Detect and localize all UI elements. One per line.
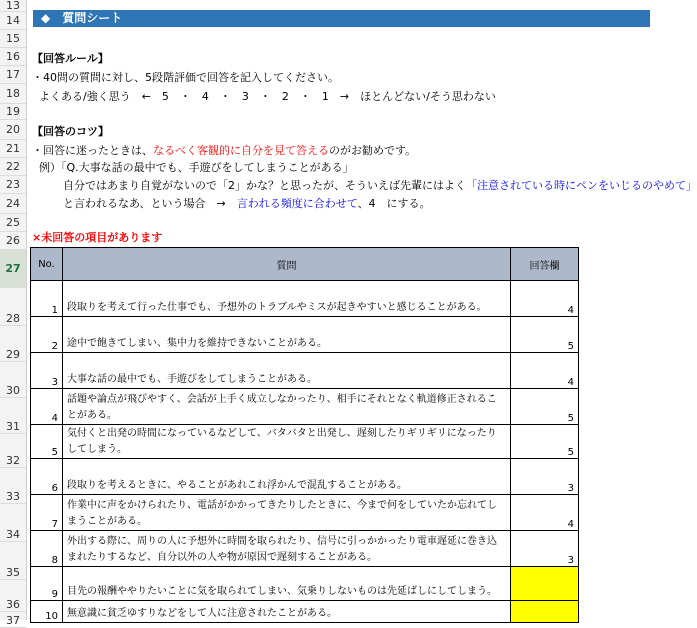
sheet-title: ◆ 質問シート — [41, 11, 123, 25]
row-header[interactable]: 21 — [0, 140, 26, 158]
header-answer: 回答欄 — [511, 248, 579, 281]
row-header[interactable]: 25 — [0, 214, 26, 232]
tips-line-1-post: のがお勧めです。 — [329, 144, 417, 157]
tips-line-4 — [63, 196, 431, 211]
tips-line-3 — [63, 178, 697, 193]
tips-line-1-emphasis: なるべく客観的に自分を見て答える — [153, 144, 329, 157]
table-row — [31, 567, 579, 601]
question-number: 4 — [31, 389, 63, 425]
row-header[interactable]: 28 — [0, 288, 26, 326]
question-number: 2 — [31, 317, 63, 353]
question-number: 6 — [31, 459, 63, 495]
row-header[interactable]: 34 — [0, 504, 26, 542]
row-header[interactable]: 31 — [0, 398, 26, 434]
header-no: No. — [31, 248, 63, 281]
answer-cell[interactable]: 4 — [511, 353, 579, 389]
table-row — [31, 459, 579, 495]
answer-cell[interactable]: 5 — [511, 425, 579, 459]
sheet-title-bar — [33, 10, 650, 27]
answer-cell[interactable] — [511, 567, 579, 601]
table-row — [31, 317, 579, 353]
tips-line-4-emphasis: 言われる頻度に合わせて — [236, 197, 358, 210]
tips-line-1 — [32, 143, 416, 158]
row-header[interactable]: 15 — [0, 30, 26, 48]
row-headers — [0, 0, 27, 627]
table-row — [31, 353, 579, 389]
question-text: 話題や論点が飛びやすく、会話が上手く成立しなかったり、相手にそれとなく軌道修正されることがある。 — [63, 389, 511, 425]
row-header[interactable]: 37 — [0, 612, 26, 628]
row-header[interactable]: 17 — [0, 66, 26, 84]
row-header[interactable]: 26 — [0, 232, 26, 250]
row-header[interactable]: 32 — [0, 434, 26, 468]
table-row — [31, 531, 579, 567]
question-number: 5 — [31, 425, 63, 459]
example-prefix: 例） — [39, 161, 61, 174]
answer-cell[interactable]: 4 — [511, 281, 579, 317]
tips-heading: 【回答のコツ】 — [32, 125, 109, 138]
table-row — [31, 281, 579, 317]
row-header[interactable]: 33 — [0, 468, 26, 504]
answer-cell[interactable]: 5 — [511, 389, 579, 425]
tips-line-3-emphasis: 「注意されている時にペンをいじるのやめて」 — [466, 179, 697, 192]
unanswered-warning: ×未回答の項目があります — [32, 231, 163, 244]
row-header[interactable]: 29 — [0, 326, 26, 362]
rules-line-1: ・40問の質問に対し、5段階評価で回答を記入してください。 — [32, 71, 339, 84]
question-number: 7 — [31, 495, 63, 531]
question-number: 1 — [31, 281, 63, 317]
question-text: 無意識に貧乏ゆすりなどをして人に注意されたことがある。 — [63, 601, 511, 623]
row-header[interactable]: 18 — [0, 84, 26, 104]
question-text: 目先の報酬ややりたいことに気を取られてしまい、気乗りしないものは先延ばしにしてしまう。 — [63, 567, 511, 601]
row-header[interactable]: 24 — [0, 194, 26, 214]
question-number: 3 — [31, 353, 63, 389]
table-row — [31, 495, 579, 531]
rules-line-2: よくある/強く思う ← 5 ・ 4 ・ 3 ・ 2 ・ 1 → ほとんどない/そう思わない — [39, 90, 496, 103]
row-header[interactable]: 13 — [0, 0, 26, 12]
table-row — [31, 601, 579, 623]
tips-line-4-post: 、4 にする。 — [357, 197, 431, 210]
question-number: 10 — [31, 601, 63, 623]
row-header[interactable]: 35 — [0, 542, 26, 580]
table-row — [31, 425, 579, 459]
tips-example — [39, 160, 354, 175]
answer-cell[interactable]: 3 — [511, 531, 579, 567]
answer-cell[interactable]: 5 — [511, 317, 579, 353]
row-header[interactable]: 20 — [0, 120, 26, 140]
question-text: 段取りを考えるときに、やることがあれこれ浮かんで混乱することがある。 — [63, 459, 511, 495]
question-text: 気付くと出発の時間になっているなどして、バタバタと出発し、遅刻したりギリギリになったりしてしまう。 — [63, 425, 511, 459]
sheet-area — [27, 0, 697, 622]
tips-line-3-pre: 自分ではあまり自覚がないので「2」かな？と思ったが、そういえば先輩にはよく — [63, 179, 466, 192]
table-header-row — [31, 248, 579, 281]
header-question: 質問 — [63, 248, 511, 281]
example-quote: 「Q.大事な話の最中でも、手遊びをしてしまうことがある」 — [61, 161, 354, 174]
question-table — [30, 247, 579, 623]
table-row — [31, 389, 579, 425]
row-header[interactable]: 14 — [0, 12, 26, 30]
row-header[interactable]: 22 — [0, 158, 26, 176]
question-text: 外出する際に、周りの人に予想外に時間を取られたり、信号に引っかかったり電車遅延に巻き込まれたりするなど、自分以外の人や物が原因で遅刻することがある。 — [63, 531, 511, 567]
row-header[interactable]: 27 — [0, 250, 26, 288]
rules-heading: 【回答ルール】 — [32, 52, 109, 65]
row-header[interactable]: 16 — [0, 48, 26, 66]
row-header[interactable]: 19 — [0, 104, 26, 120]
question-text: 途中で飽きてしまい、集中力を維持できないことがある。 — [63, 317, 511, 353]
row-header[interactable]: 36 — [0, 580, 26, 612]
tips-line-4-pre: と言われるなあ、という場合 → — [63, 197, 237, 210]
row-header[interactable]: 23 — [0, 176, 26, 194]
answer-cell[interactable]: 4 — [511, 495, 579, 531]
answer-cell[interactable]: 3 — [511, 459, 579, 495]
question-text: 大事な話の最中でも、手遊びをしてしまうことがある。 — [63, 353, 511, 389]
question-number: 8 — [31, 531, 63, 567]
question-text: 段取りを考えて行った仕事でも、予想外のトラブルやミスが起きやすいと感じることがある。 — [63, 281, 511, 317]
table-body — [31, 281, 579, 623]
question-number: 9 — [31, 567, 63, 601]
question-text: 作業中に声をかけられたり、電話がかかってきたりしたときに、今まで何をしていたか忘れてしまうことがある。 — [63, 495, 511, 531]
tips-line-1-pre: ・回答に迷ったときは、 — [32, 144, 153, 157]
answer-cell[interactable] — [511, 601, 579, 623]
row-header[interactable]: 30 — [0, 362, 26, 398]
